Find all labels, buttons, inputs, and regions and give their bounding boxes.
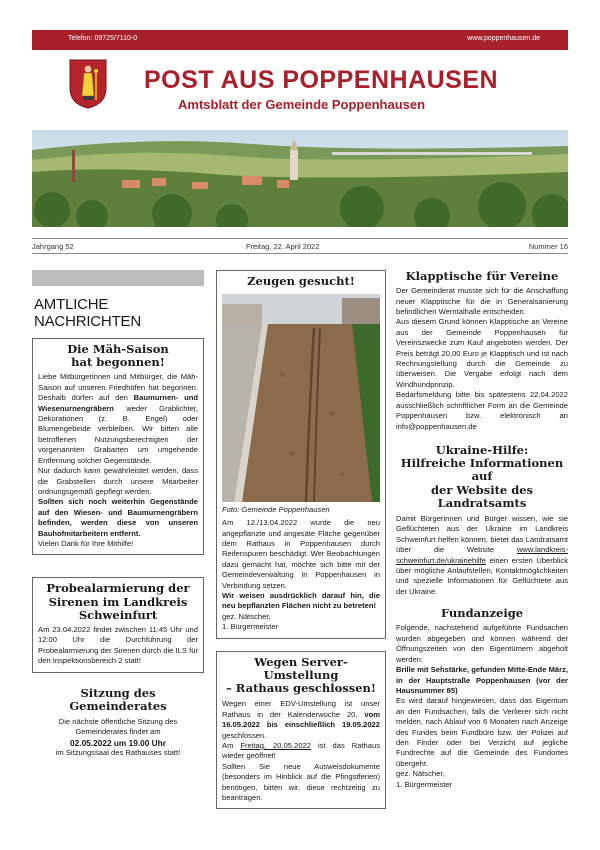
found-item-description: Brille mit Sehstärke, gefunden Mitte-Ende März, in der Hauptstraße Poppenhausen (vor der Hausnummer 85): [396, 665, 568, 695]
signature-title: 1. Bürgermeister: [222, 622, 279, 632]
article-body: Am 12./13.04.2022 wurde die neu angepflanzte und angesäte Fläche gegenüber dem Rathaus in Poppenhausen durch Reifenspuren beschädigt. Wer Beobachtungen dazu gemacht hat, möchte sich bitte mit der Gemeindeverwaltung in Poppenhausen in Verbindung setzen.: [222, 518, 380, 590]
article-title: Klapptische für Vereine: [405, 269, 559, 283]
article-paragraph: Sollten Sie neue Ausweisdokumente (besonders im Hinblick auf die Pfingstferien) benötigen, bitten wir, diese rechtzeitig zu beantragen.: [222, 761, 380, 802]
article-title: Fundanzeige: [440, 606, 524, 621]
issue-info-bar: [32, 238, 568, 254]
article-body: Wegen einer EDV-Umstellung ist unser Rathaus in der Kalenderwoche 20, vom 16.05.2022 bis einschließlich 19.05.2022 geschlossen.: [222, 699, 380, 740]
article-body: Der Gemeinderat musste sich für die Anschaffung neuer Klapptische für die in Generalsanierung befindlichen Werntalhalle entscheiden.: [396, 286, 568, 317]
article-server-umstellung: [216, 651, 386, 810]
signature-title: 1. Bürgermeister: [396, 779, 453, 789]
ukraine-help-link[interactable]: www.landkreis-schweinfurt.de/ukrainehilfe: [396, 545, 568, 565]
volume-label: Jahrgang 52: [32, 242, 74, 251]
article-title: Zeugen gesucht!: [247, 274, 355, 288]
photo-caption: Foto: Gemeinde Poppenhausen: [222, 505, 330, 515]
article-ukraine-hilfe: [396, 444, 568, 597]
article-paragraph-bold: Sollten sich noch weiterhin Gegenstände auf den Wiesen- und Baumurnengräbern befinden, werden diese von unseren Bauhofmitarbeitern entfernt.: [38, 497, 198, 538]
article-paragraph-bold: Wir weisen ausdrücklich darauf hin, die neu bepflanzten Flächen nicht zu betreten!: [222, 591, 380, 611]
article-paragraph: Nur dadurch kann gewährleistet werden, dass die Grabstellen durch unsere Mitarbeiter ordnungsgemäß gepflegt werden.: [38, 466, 198, 496]
article-zeugen: [216, 270, 386, 639]
article-maeh-saison: [32, 338, 204, 555]
article-paragraph: Bedarfsmeldung bitte bis spätestens 22.04.2022 ausschließlich schriftlicher Form an die Gemeinde Poppenhausen bzw. elektronisch an info@poppenhausen.de: [396, 390, 568, 431]
section-strip: [32, 270, 204, 286]
column-right: [396, 270, 568, 790]
column-middle: [216, 270, 386, 809]
article-sitzung: [32, 687, 204, 759]
signature-name: gez. Nätscher,: [222, 611, 271, 621]
issue-number: Nummer 16: [528, 242, 568, 251]
phone-number: Telefon: 09725/7110-0: [68, 35, 138, 42]
meeting-location: im Sitzungssaal des Rathauses statt!: [55, 748, 181, 758]
website-url: www.poppenhausen.de: [467, 35, 540, 42]
newspaper-title: POST AUS POPPENHAUSEN: [144, 66, 499, 94]
masthead: [32, 50, 568, 130]
article-closing: Vielen Dank für Ihre Mithilfe!: [38, 538, 134, 548]
top-bar: [32, 30, 568, 50]
article-title: Wegen Server-Umstellung – Rathaus geschlossen!: [226, 654, 376, 696]
article-body: Die nächste öffentliche Sitzung des Gemeinderates findet am: [58, 717, 178, 737]
article-fundanzeige: [396, 607, 568, 790]
issue-date: Freitag, 22. April 2022: [246, 242, 320, 251]
damaged-lawn-photo: [222, 294, 380, 502]
article-body: Folgende, nachstehend aufgeführte Fundsachen wurden abgegeben und können während der Öffnungszeiten von den Eigentümern abgeholt werden:: [396, 623, 568, 664]
article-paragraph: Aus diesem Grund können Klapptische an Vereine aus der Gemeinde Poppenhausen für Vereinszwecke zum Kauf angeboten werden. Der Preis beträgt 20,00 Euro je Klapptisch und ist nach Rechnungstellung durch die Gemeinde zu überweisen. Die Vergabe erfolgt nach dem Windhundprinzip.: [396, 317, 568, 389]
section-heading: AMTLICHE NACHRICHTEN: [34, 296, 141, 330]
article-probealarm: [32, 577, 204, 672]
signature-name: gez. Nätscher,: [396, 769, 445, 779]
village-panorama-photo: [32, 130, 568, 227]
article-body: Am 23.04.2022 findet zwischen 11:45 Uhr und 12:00 Uhr die Durchführung der Probealarmierung der Sirenen durch die ILS für den Inspektionsbereich 2 statt!: [38, 625, 198, 666]
article-body: Liebe Mitbürgerinnen und Mitbürger, die Mäh-Saison auf unseren Friedhöfen hat begonnen. Deshalb dürfen auf den Baumurnen- und Wiesenurnengräbern weder Grablichter, Dekorationen (z. B. Engel) oder Blumengebinde verbleiben. Wir bitten alle betroffenen Nutzungsberechtigten der vorgenannten Grabarten um umgehende Entfernung solcher Gegenstände.: [38, 372, 198, 465]
meeting-datetime: 02.05.2022 um 19.00 Uhr: [70, 737, 166, 748]
article-title: Die Mäh-Saison hat begonnen!: [67, 342, 169, 370]
column-left: [32, 270, 204, 759]
newspaper-subtitle: Amtsblatt der Gemeinde Poppenhausen: [178, 97, 426, 112]
coat-of-arms-icon: [68, 58, 108, 110]
article-title: Probealarmierung der Sirenen im Landkreis Schweinfurt: [46, 581, 190, 622]
article-paragraph: Es wird darauf hingewiesen, dass das Eigentum an den Fundsachen, falls die Verlierer sich nicht melden, nach Ablauf von 6 Monaten nach Anzeige des Fundes beim Fundbüro bzw. der Polizei auf den Finder oder bei Verzicht auf jegliche Fundrechte auf die Gemeinde des Fundortes übergeht.: [396, 696, 568, 768]
article-body: Damit Bürgerinnen und Bürger wissen, wie sie Geflüchteten aus der Ukraine im Landkreis Schweinfurt helfen können, bietet das Landratsamt über die Website www.landkreis-schweinfurt.de/ukrainehilfe einen ersten Überblick über mögliche Anlaufstellen, Kontaktmöglichkeiten und spezielle Informationen für Geflüchtete aus der Ukraine.: [396, 514, 568, 596]
article-title: Sitzung des Gemeinderates: [69, 685, 167, 713]
article-klapptische: [396, 270, 568, 432]
article-title: Ukraine-Hilfe: Hilfreiche Informationen auf der Website des Landratsamts: [400, 442, 564, 510]
article-paragraph: Am Freitag, 20.05.2022 ist das Rathaus wieder geöffnet!: [222, 740, 380, 761]
